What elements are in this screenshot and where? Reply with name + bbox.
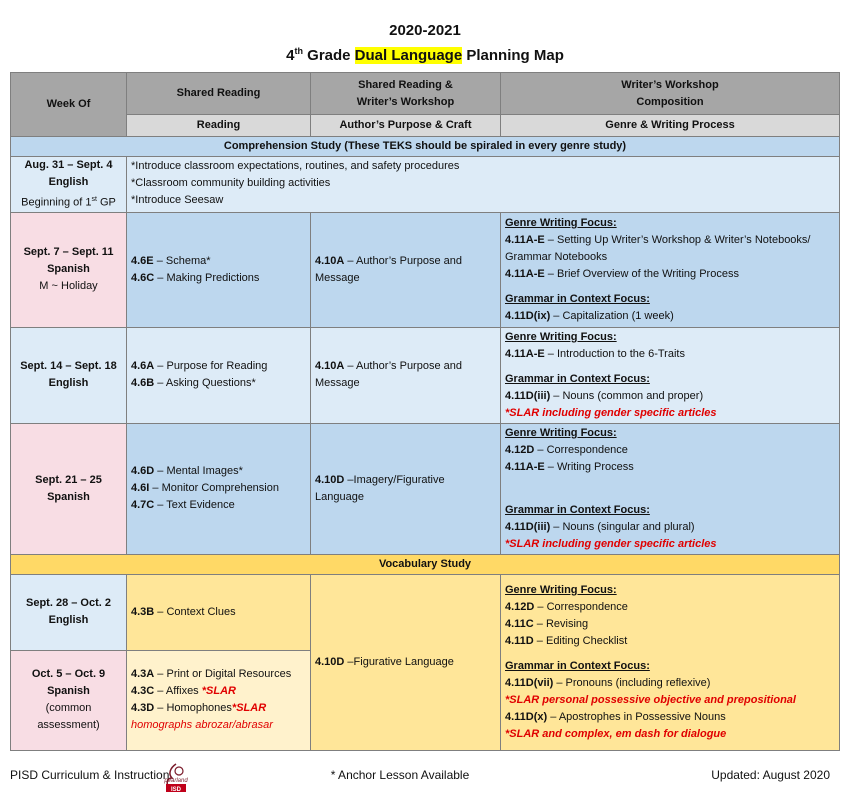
week-cell: Oct. 5 – Oct. 9 Spanish (common assessment) (11, 650, 127, 750)
reading-cell: 4.6A – Purpose for Reading 4.6B – Asking Questions* (127, 327, 311, 423)
week-cell: Sept. 28 – Oct. 2 English (11, 574, 127, 650)
list-item: *Introduce Seesaw (131, 194, 224, 206)
reading-cell: 4.3A – Print or Digital Resources 4.3C – Affixes *SLAR 4.3D – Homophones*SLAR homographs abrozar/abrasar (127, 650, 311, 750)
reading-cell: 4.6D – Mental Images* 4.6I – Monitor Comprehension 4.7C – Text Evidence (127, 423, 311, 554)
subheader-author: Author’s Purpose & Craft (311, 115, 501, 137)
svg-text:pearland: pearland (164, 778, 188, 784)
author-cell: 4.10A – Author’s Purpose and Message (311, 212, 501, 327)
week-cell: Sept. 7 – Sept. 11 Spanish M ~ Holiday (11, 212, 127, 327)
subheader-reading: Reading (127, 115, 311, 137)
band-vocabulary: Vocabulary Study (11, 554, 840, 574)
author-cell: 4.10A – Author’s Purpose and Message (311, 327, 501, 423)
footer-anchor-note: * Anchor Lesson Available (330, 768, 470, 782)
header-shared-reading-ww: Shared Reading & Writer’s Workshop (311, 73, 501, 115)
subheader-genre: Genre & Writing Process (501, 115, 840, 137)
genre-cell: Genre Writing Focus: 4.12D – Correspondence 4.11C – Revising 4.11D – Editing Checklist Grammar in Context Focus: 4.11D(vii) – Pronouns (including reflexive) *SLAR personal possessive objective and prepositional 4.11D(x) – Apostrophes in Possessive Nouns *SLAR and complex, em dash for dialogue (501, 574, 840, 750)
week-cell: Sept. 14 – Sept. 18 English (11, 327, 127, 423)
week-cell: Aug. 31 – Sept. 4 English Beginning of 1st GP (11, 157, 127, 213)
genre-cell: Genre Writing Focus: 4.11A-E – Setting Up Writer’s Workshop & Writer’s Notebooks/ Grammar Notebooks 4.11A-E – Brief Overview of the Writing Process Grammar in Context Focus: 4.11D(ix) – Capitalization (1 week) (501, 212, 840, 327)
genre-cell: Genre Writing Focus: 4.12D – Correspondence 4.11A-E – Writing Process Grammar in Context Focus: 4.11D(iii) – Nouns (singular and plural) *SLAR including gender specific articles (501, 423, 840, 554)
header-ww-composition: Writer’s Workshop Composition (501, 73, 840, 115)
band-comprehension: Comprehension Study (These TEKS should be spiraled in every genre study) (11, 137, 840, 157)
header-shared-reading: Shared Reading (127, 73, 311, 115)
footer-left: PISD Curriculum & Instruction (10, 768, 170, 782)
title-highlight: Dual Language (354, 47, 463, 64)
document-title: 4th Grade Dual Language Planning Map (286, 46, 564, 64)
list-item: *Classroom community building activities (131, 177, 331, 189)
footer-updated: Updated: August 2020 (711, 768, 830, 782)
intro-activities (127, 157, 840, 213)
author-cell: 4.10D –Imagery/Figurative Language (311, 423, 501, 554)
reading-cell: 4.6E – Schema* 4.6C – Making Predictions (127, 212, 311, 327)
author-cell: 4.10D –Figurative Language (311, 574, 501, 750)
reading-cell: 4.3B – Context Clues (127, 574, 311, 650)
svg-text:ISD: ISD (170, 787, 182, 793)
header-week-of: Week Of (11, 73, 127, 137)
document-year: 2020-2021 (389, 22, 461, 39)
week-cell: Sept. 21 – 25 Spanish (11, 423, 127, 554)
genre-cell: Genre Writing Focus: 4.11A-E – Introduction to the 6-Traits Grammar in Context Focus: 4.11D(iii) – Nouns (common and proper) *SLAR including gender specific articles (501, 327, 840, 423)
pearland-logo (162, 762, 190, 794)
list-item: *Introduce classroom expectations, routines, and safety procedures (131, 160, 460, 172)
planning-map-table (10, 72, 840, 751)
